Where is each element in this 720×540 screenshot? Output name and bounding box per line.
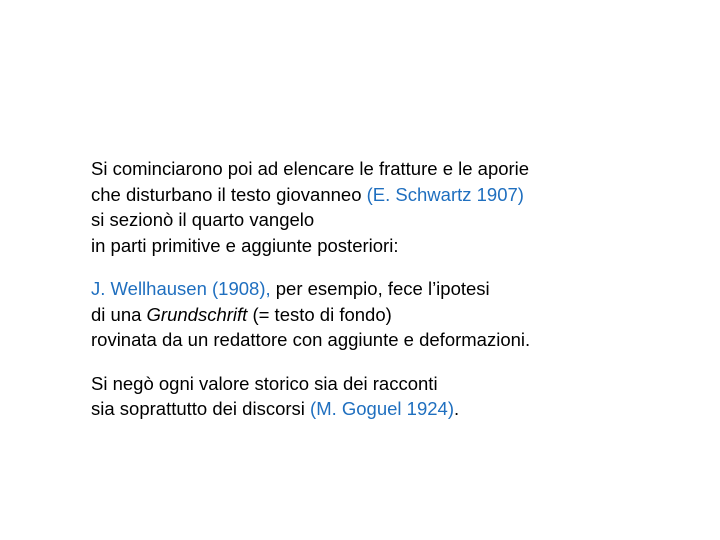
- line-text: Si negò ogni valore storico sia dei racconti: [91, 372, 438, 394]
- text-line: [91, 327, 691, 353]
- text-line: [91, 396, 691, 422]
- citation-schwartz: (E. Schwartz 1907): [366, 183, 524, 205]
- text-line: [91, 156, 691, 182]
- citation-wellhausen: J. Wellhausen (1908),: [91, 278, 271, 299]
- paragraph-goguel: [91, 371, 691, 422]
- term-grundschrift: Grundschrift: [146, 303, 248, 325]
- paragraph-fractures: [91, 156, 691, 258]
- text-line: [91, 302, 691, 328]
- text-line: [91, 182, 691, 208]
- text-line: [91, 233, 691, 259]
- paragraph-wellhausen: [91, 276, 691, 353]
- slide-text-block: [91, 156, 691, 422]
- citation-goguel: (M. Goguel 1924): [310, 398, 454, 419]
- line-text: di una: [91, 303, 147, 325]
- text-line: [91, 207, 691, 233]
- line-text: .: [454, 398, 460, 419]
- line-text: Si cominciarono poi ad elencare le fratture e le aporie: [91, 158, 530, 179]
- line-text: si sezionò il quarto vangelo: [91, 209, 315, 230]
- text-line: [91, 276, 691, 302]
- line-text: che disturbano il testo giovanneo: [91, 183, 367, 205]
- text-line: [91, 371, 691, 397]
- line-text: per esempio, fece l’ipotesi: [270, 278, 490, 299]
- line-text: in parti primitive e aggiunte posteriori:: [91, 234, 399, 256]
- line-text: rovinata da un redattore con aggiunte e deformazioni.: [91, 329, 531, 350]
- line-text: sia soprattutto dei discorsi: [91, 398, 311, 419]
- line-text: (= testo di fondo): [247, 303, 392, 325]
